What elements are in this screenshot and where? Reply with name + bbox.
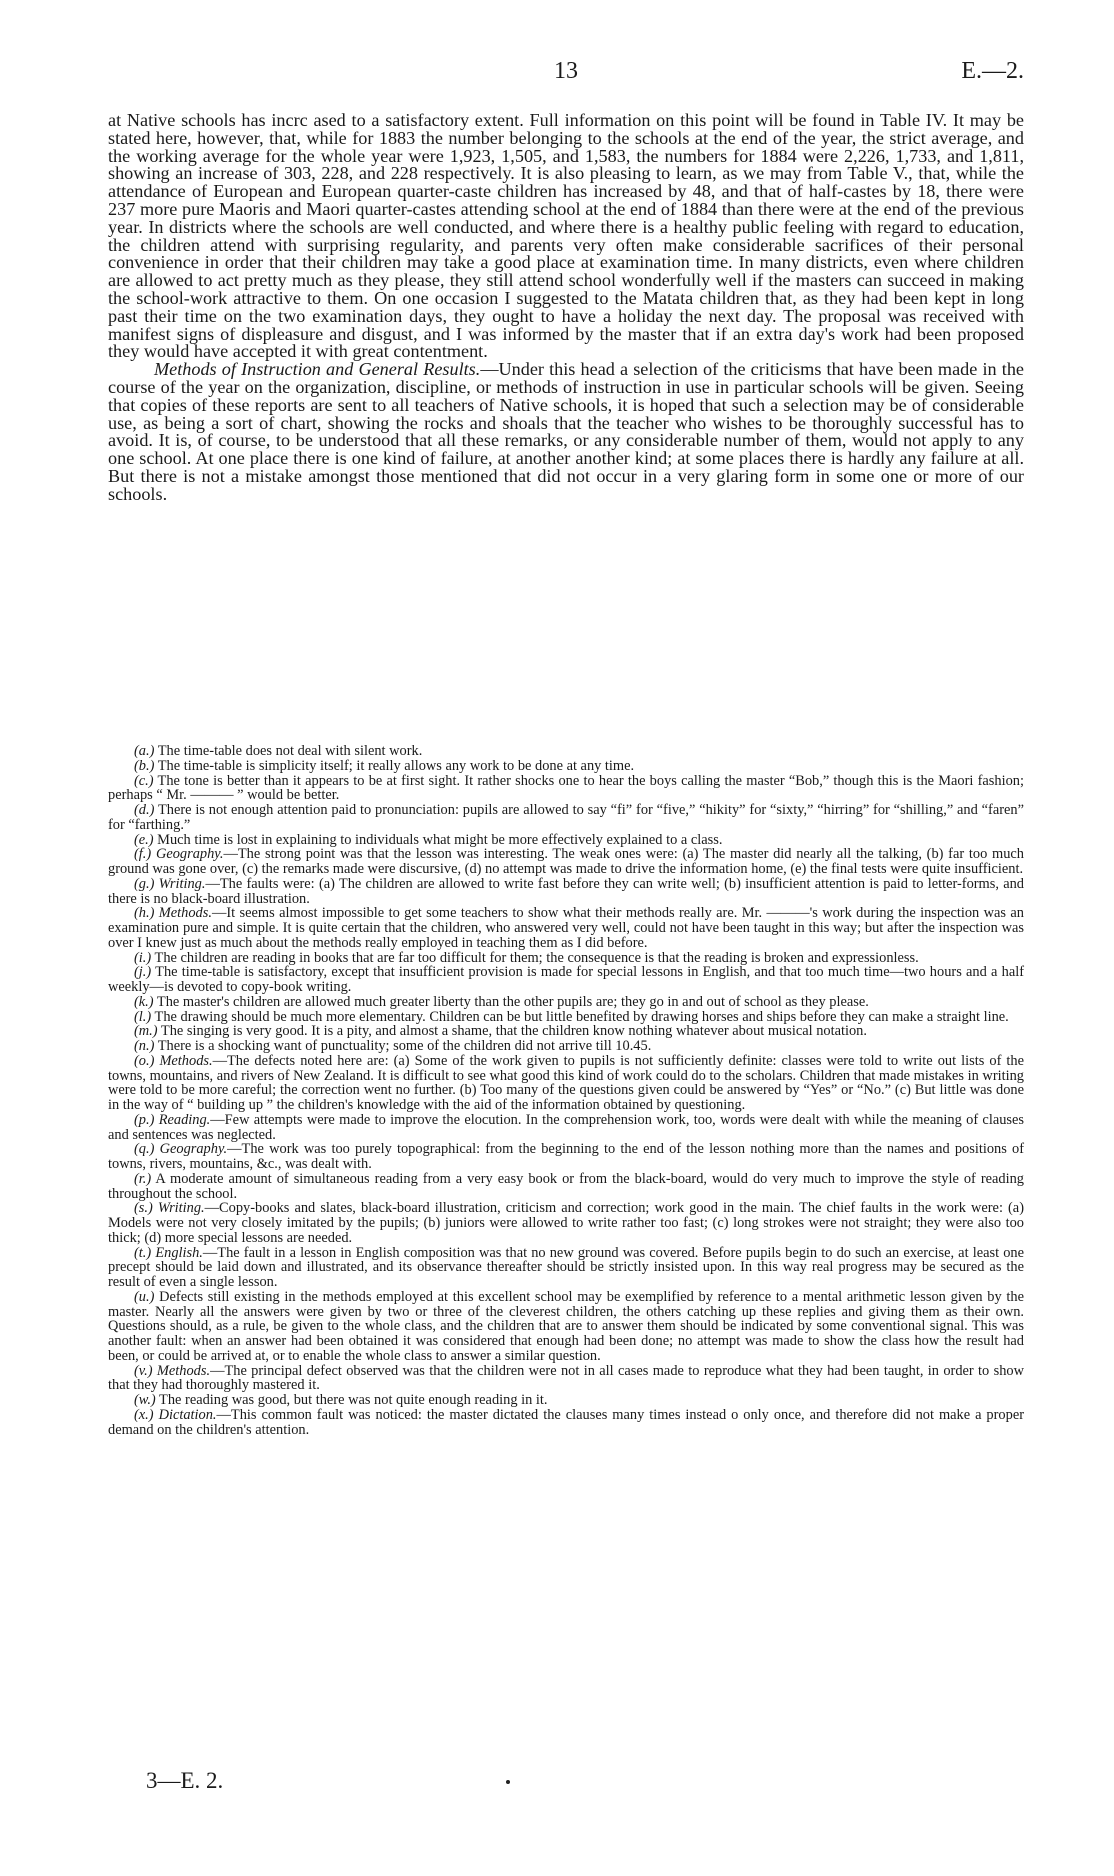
criticism-text: There is a shocking want of punctuality; some of the children did not arrive till 10.45. (154, 1038, 652, 1054)
criticism-label: (f.) (134, 846, 152, 863)
criticism-label: (l.) (134, 1008, 152, 1025)
criticism-label: (x.) (134, 1406, 154, 1423)
criticism-item (108, 759, 1024, 774)
criticism-label: (o.) (134, 1052, 155, 1069)
criticism-label: (j.) (134, 964, 152, 981)
criticism-text: —The defects noted here are: (a) Some of the work given to pupils is not sufficiently definite: classes were told to write out lists of the towns, mountains, and rivers of New Zealand. It is difficult to see what good this kind of work could do to the scholars. Children that made mistakes in writing were told to be more careful; the correction went no further. (b) Too many of the questions given could be answered by “Yes” or “No.” (c) But little was done in the way of “ building up ” the children's knowledge with the aid of the information obtained by questioning. (108, 1052, 1024, 1113)
criticism-label: (g.) (134, 875, 155, 892)
criticism-item (108, 995, 1024, 1010)
criticism-item (108, 847, 1024, 877)
signature-mark: 3—E. 2. (146, 1768, 224, 1793)
criticism-text: There is not enough attention paid to pronunciation: pupils are allowed to say “fi” for “five,” “hikity” for “sixty,” “hirring” for “shilling,” and “faren” for “farthing.” (108, 802, 1024, 833)
criticism-label: (v.) (134, 1362, 153, 1379)
criticism-item (108, 833, 1024, 848)
criticism-title: Methods. (159, 1052, 213, 1069)
section-heading-methods: Methods of Instruction and General Results. (154, 359, 481, 380)
criticism-item (108, 1054, 1024, 1113)
criticism-item (108, 877, 1024, 907)
criticism-item (108, 1408, 1024, 1438)
criticism-label: (q.) (134, 1141, 155, 1158)
criticism-item (108, 1172, 1024, 1202)
criticism-item (108, 1010, 1024, 1025)
criticism-label: (u.) (134, 1288, 155, 1305)
ink-dot (506, 1780, 510, 1784)
criticism-label: (b.) (134, 757, 155, 774)
criticism-text: —The fault in a lesson in English composition was that no new ground was covered. Before pupils begin to do such an exercise, at least one precept should be laid down and illustrated, and its observance thereafter should be strictly insisted upon. In this way real progress may be secured as the result of even a single lesson. (108, 1244, 1024, 1290)
document-reference: E.—2. (961, 58, 1024, 84)
criticism-text: —Few attempts were made to improve the elocution. In the comprehension work, too, words were dealt with while the meaning of clauses and sentences was neglected. (108, 1111, 1024, 1143)
criticism-label: (t.) (134, 1244, 152, 1261)
criticism-text: The time-table is satisfactory, except that insufficient provision is made for special lessons in English, and that too much time—two hours and a half weekly—is devoted to copy-book writing. (108, 964, 1024, 995)
criticism-label: (p.) (134, 1111, 155, 1128)
criticism-text: —The work was too purely topographical: from the beginning to the end of the lesson nothing more than the names and positions of towns, rivers, mountains, &c., was dealt with. (108, 1141, 1024, 1172)
criticism-text: —The principal defect observed was that the children were not in all cases made to reproduce what they had been taught, in order to show that they had thoroughly mastered it. (108, 1362, 1024, 1394)
criticism-text: —The strong point was that the lesson was interesting. The weak ones were: (a) The master did nearly all the talking, (b) far too much ground was gone over, (c) the remarks made were discursive, (d) no attempt was made to drive the information home, (e) the final tests were quite insufficient. (108, 846, 1024, 877)
criticism-text: Much time is lost in explaining to individuals what might be more effectively explained to a class. (153, 831, 723, 848)
criticism-title: Geography. (159, 1141, 228, 1158)
criticism-label: (s.) (134, 1200, 153, 1217)
criticism-item (108, 906, 1024, 950)
criticism-text: —This common fault was noticed: the master dictated the clauses many times instead o only once, and therefore did not make a proper demand on the children's attention. (108, 1406, 1024, 1438)
criticism-item (108, 951, 1024, 966)
criticism-text: The children are reading in books that are far too difficult for them; the consequence is that the reading is broken and expressionless. (151, 949, 919, 966)
page-header (108, 58, 1024, 88)
criticism-label: (c.) (134, 772, 154, 789)
paragraph-attendance: at Native schools has incrc ased to a satisfactory extent. Full information on this point will be found in Table IV. It may be stated here, however, that, while for 1883 the number belonging to the schools at the end of the year, the strict average, and the working average for the whole year were 1,923, 1,505, and 1,583, the numbers for 1884 were 2,226, 1,733, and 1,811, showing an increase of 303, 228, and 228 respectively. It is also pleasing to learn, as we may from Table V., that, while the attendance of European and European quarter-caste children has increased by 48, and that of half-castes by 18, there were 237 more pure Maoris and Maori quarter-castes attending school at the end of 1884 than there were at the end of the previous year. In districts where the schools are well conducted, and where there is a healthy public feeling with regard to education, the children attend with surprising regularity, and parents very often make considerable sacrifices of their personal convenience in order that their children may take a good place at examination time. In many districts, even where children are allowed to act pretty much as they please, they still attend school wonderfully well if the masters can succeed in making the school-work attractive to them. On one occasion I suggested to the Matata children that, as they had been kept in long past their time on the two examination days, they ought to have a holiday the next day. The proposal was received with manifest signs of displeasure and disgust, and I was informed by the master that if an extra day's work had been proposed they would have accepted it with great contentment. (108, 110, 1024, 362)
criticism-text: The master's children are allowed much greater liberty than the other pupils are; they go in and out of school as they please. (153, 993, 869, 1010)
criticism-label: (n.) (134, 1038, 155, 1054)
criticism-label: (h.) (134, 905, 155, 922)
criticism-label: (d.) (134, 802, 155, 818)
criticism-label: (r.) (134, 1170, 152, 1187)
criticism-title: Dictation. (158, 1406, 217, 1423)
criticism-title: Writing. (157, 1200, 205, 1217)
criticism-text: The drawing should be much more elementary. Children can be but little benefited by drawing horses and ships before they can make a straight line. (151, 1008, 1009, 1025)
criticism-text: —Copy-books and slates, black-board illustration, criticism and correction; work good in the main. The chief faults in the work were: (a) Models were not very closely imitated by the pupils; (b) juniors were allowed to write rather too fast; (c) long strokes were not straight; they were also too thick; (d) more special lessons are needed. (108, 1200, 1024, 1246)
criticism-text: Defects still existing in the methods employed at this excellent school may be exemplified by reference to a mental arithmetic lesson given by the master. Nearly all the answers were given by two or three of the cleverest children, the others catching up these replies and giving them as their own. Questions should, as a rule, be given to the whole class, and the children that are to answer them should be indicated by some conventional signal. This was another fault: when an answer had been obtained it was considered that enough had been done; no attempt was made to show the class how the result had been, or could be arrived at, or to enable the whole class to answer a similar question. (108, 1288, 1024, 1364)
criticism-item (108, 744, 1024, 759)
criticism-text: The time-table is simplicity itself; it really allows any work to be done at any time. (154, 757, 635, 774)
criticism-item (108, 1039, 1024, 1054)
criticism-title: Geography. (155, 846, 224, 863)
criticism-text: The reading was good, but there was not quite enough reading in it. (155, 1392, 548, 1408)
criticism-label: (w.) (134, 1392, 156, 1408)
criticism-label: (m.) (134, 1023, 158, 1040)
paragraph-methods (108, 361, 1024, 503)
criticism-item (108, 774, 1024, 804)
criticism-text: —It seems almost impossible to get some teachers to show what their methods really are. Mr. ———'s work during the inspection was an examination pure and simple. It is quite certain that the children, who answered very well, could not have been taught in this way; but after the inspection was over I knew just as much about the methods really employed in teaching them as I did before. (108, 905, 1024, 951)
criticism-title: Reading. (158, 1111, 211, 1128)
criticism-text: —The faults were: (a) The children are allowed to write fast before they can write well; (b) insufficient attention is paid to letter-forms, and there is no black-board illustration. (108, 875, 1024, 907)
criticism-text: The singing is very good. It is a pity, and almost a shame, that the children know nothing whatever about musical notation. (157, 1023, 867, 1040)
criticism-text: The time-table does not deal with silent work. (154, 743, 423, 759)
criticism-label: (i.) (134, 949, 152, 966)
page-number: 13 (554, 58, 578, 84)
criticism-item (108, 965, 1024, 995)
criticism-title: Methods. (158, 905, 212, 922)
criticism-item (108, 1364, 1024, 1394)
criticism-item (108, 1113, 1024, 1143)
criticism-title: Methods. (156, 1362, 211, 1379)
criticism-item (108, 803, 1024, 833)
criticism-list (108, 744, 1024, 1437)
criticism-title: Writing. (158, 875, 206, 892)
criticism-item (108, 1024, 1024, 1039)
criticism-label: (a.) (134, 743, 155, 759)
criticism-label: (k.) (134, 993, 154, 1010)
criticism-item (108, 1201, 1024, 1245)
criticism-text: A moderate amount of simultaneous reading from a very easy book or from the black-board, would do very much to improve the style of reading throughout the school. (108, 1170, 1024, 1202)
criticism-label: (e.) (134, 831, 154, 848)
criticism-item (108, 1142, 1024, 1172)
page-footer (146, 1768, 1024, 1798)
criticism-item (108, 1393, 1024, 1408)
criticism-text: The tone is better than it appears to be at first sight. It rather shocks one to hear the boys calling the master “Bob,” though this is the Maori fashion; perhaps “ Mr. ——— ” would be better. (108, 772, 1024, 804)
body-text (108, 112, 1024, 504)
criticism-item (108, 1290, 1024, 1364)
paragraph-methods-text: —Under this head a selection of the criticisms that have been made in the course of the year on the organization, discipline, or methods of instruction in use in particular schools will be given. Seeing that copies of these reports are sent to all teachers of Native schools, it is hoped that such a selection may be of considerable use, as being a sort of chart, showing the rocks and shoals that the teacher who wishes to be thoroughly successful has to avoid. It is, of course, to be understood that all these remarks, or any considerable number of them, would not apply to any one school. At one place there is one kind of failure, at another another kind; at some places there is hardly any failure at all. But there is not a mistake amongst those mentioned that did not occur in a very glaring form in some one or more of our schools. (108, 359, 1024, 504)
criticism-item (108, 1246, 1024, 1290)
criticism-title: English. (155, 1244, 203, 1261)
